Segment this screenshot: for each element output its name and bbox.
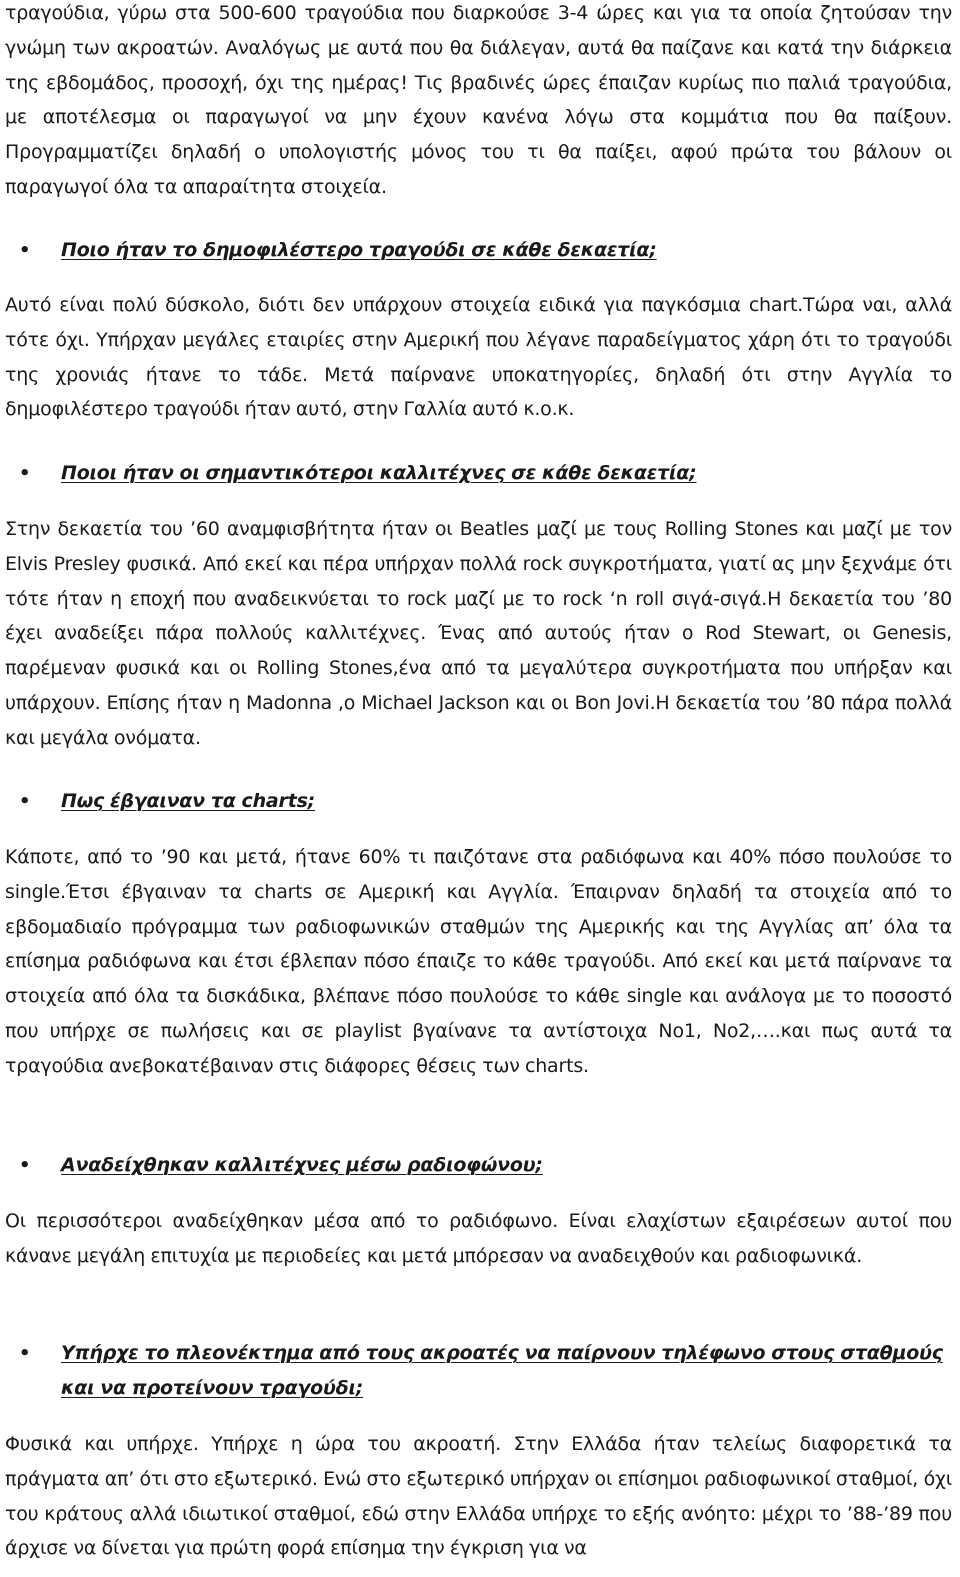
question-most-popular-song <box>5 233 952 268</box>
bullet-icon: • <box>19 1155 31 1176</box>
question-text: Ποιο ήταν το δημοφιλέστερο τραγούδι σε κάθε δεκαετία; <box>61 239 657 261</box>
bullet-icon: • <box>19 1343 31 1364</box>
bullet-icon: • <box>19 791 31 812</box>
paragraph-radio-artists-answer: Οι περισσότεροι αναδείχθηκαν μέσα από το ραδιόφωνο. Είναι ελαχίστων εξαιρέσεων αυτοί που κάνανε μεγάλη επιτυχία με περιοδείες και μετά μπόρεσαν να αναδειχθούν και ραδιοφωνικά. <box>5 1210 952 1267</box>
question-artists-via-radio <box>5 1148 952 1183</box>
question-text: Υπήρχε το πλεονέκτημα από τους ακροατές να παίρνουν τηλέφωνο στους σταθμούς και να προτείνουν τραγούδι; <box>61 1342 943 1399</box>
paragraph-charts-answer: Κάποτε, από το ’90 και μετά, ήτανε 60% τι παιζότανε στα ραδιόφωνα και 40% πόσο πουλούσε το single.Έτσι έβγαιναν τα charts σε Αμερική και Αγγλία. Έπαιρναν δηλαδή τα στοιχεία από το εβδομαδιαίο πρόγραμμα των ραδιοφωνικών σταθμών της Αμερικής και της Αγγλίας απ’ όλα τα επίσημα ραδιόφωνα και έτσι έβλεπαν πόσο έπαιζε το κάθε τραγούδι. Από εκεί και μετά παίρνανε τα στοιχεία από όλα τα δισκάδικα, βλέπανε πόσο πουλούσε το κάθε single και ανάλογα με το ποσοστό που υπήρχε σε πωλήσεις και σε playlist βγαίνανε τα αντίστοιχα Νο1, Νο2,….και πως αυτά τα τραγούδια ανεβοκατέβαιναν στις διάφορες θέσεις των charts. <box>5 846 952 1077</box>
question-text: Ποιοι ήταν οι σημαντικότεροι καλλιτέχνες σε κάθε δεκαετία; <box>61 462 697 484</box>
question-listener-calls <box>5 1336 952 1406</box>
question-how-charts-made <box>5 784 952 819</box>
question-text: Πως έβγαιναν τα charts; <box>61 790 316 812</box>
paragraph-radio-programming: τραγούδια, γύρω στα 500-600 τραγούδια που διαρκούσε 3-4 ώρες και για τα οποία ζητούσαν την γνώμη των ακροατών. Αναλόγως με αυτά που θα διάλεγαν, αυτά θα παίζανε και κατά την διάρκεια της εβδομάδος, προσοχή, όχι της ημέρας! Τις βραδινές ώρες έπαιζαν κυρίως πιο παλιά τραγούδια, με αποτέλεσμα οι παραγωγοί να μην έχουν κανένα λόγω στα κομμάτια που θα παίξουν. Προγραμματίζει δηλαδή ο υπολογιστής μόνος του τι θα παίξει, αφού πρώτα του βάλουν οι παραγωγοί όλα τα απαραίτητα στοιχεία. <box>5 2 952 198</box>
bullet-icon: • <box>19 463 31 484</box>
question-important-artists <box>5 456 952 491</box>
paragraph-popular-song-answer: Αυτό είναι πολύ δύσκολο, διότι δεν υπάρχουν στοιχεία ειδικά για παγκόσμια chart.Τώρα ναι, αλλά τότε όχι. Υπήρχαν μεγάλες εταιρίες στην Αμερική που λέγανε παραδείγματος χάρη ότι το τραγούδι της χρονιάς ήτανε το τάδε. Μετά παίρνανε υποκατηγορίες, δηλαδή ότι στην Αγγλία το δημοφιλέστερο τραγούδι ήταν αυτό, στην Γαλλία αυτό κ.ο.κ. <box>5 294 952 421</box>
paragraph-artists-answer: Στην δεκαετία του ’60 αναμφισβήτητα ήταν οι Beatles μαζί με τους Rolling Stones και μαζί με τον Elvis Presley φυσικά. Από εκεί και πέρα υπήρχαν πολλά rock συγκροτήματα, γιατί ας μην ξεχνάμε ότι τότε ήταν η εποχή που αναδεικνύεται το rock μαζί με το rock ‘n roll σιγά-σιγά.Η δεκαετία του ’80 έχει αναδείξει πάρα πολλούς καλλιτέχνες. Ένας από αυτούς ήταν ο Rod Stewart, οι Genesis, παρέμεναν φυσικά και οι Rolling Stones,ένα από τα μεγαλύτερα συγκροτήματα που υπήρξαν και υπάρχουν. Επίσης ήταν η Madonna ,ο Michael Jackson και οι Bon Jovi.Η δεκαετία του ’80 πάρα πολλά και μεγάλα ονόματα. <box>5 518 952 749</box>
bullet-icon: • <box>19 240 31 261</box>
paragraph-listener-calls-answer: Φυσικά και υπήρχε. Υπήρχε η ώρα του ακροατή. Στην Ελλάδα ήταν τελείως διαφορετικά τα πράγματα απ’ ότι στο εξωτερικό. Ενώ στο εξωτερικό υπήρχαν οι επίσημοι ραδιοφωνικοί σταθμοί, όχι του κράτους αλλά ιδιωτικοί σταθμοί, εδώ στην Ελλάδα υπήρχε το εξής ανόητο: μέχρι το ’88-’89 που άρχισε να δίνεται για πρώτη φορά επίσημα την έγκριση για να <box>5 1433 952 1560</box>
question-text: Αναδείχθηκαν καλλιτέχνες μέσω ραδιοφώνου; <box>61 1154 543 1176</box>
